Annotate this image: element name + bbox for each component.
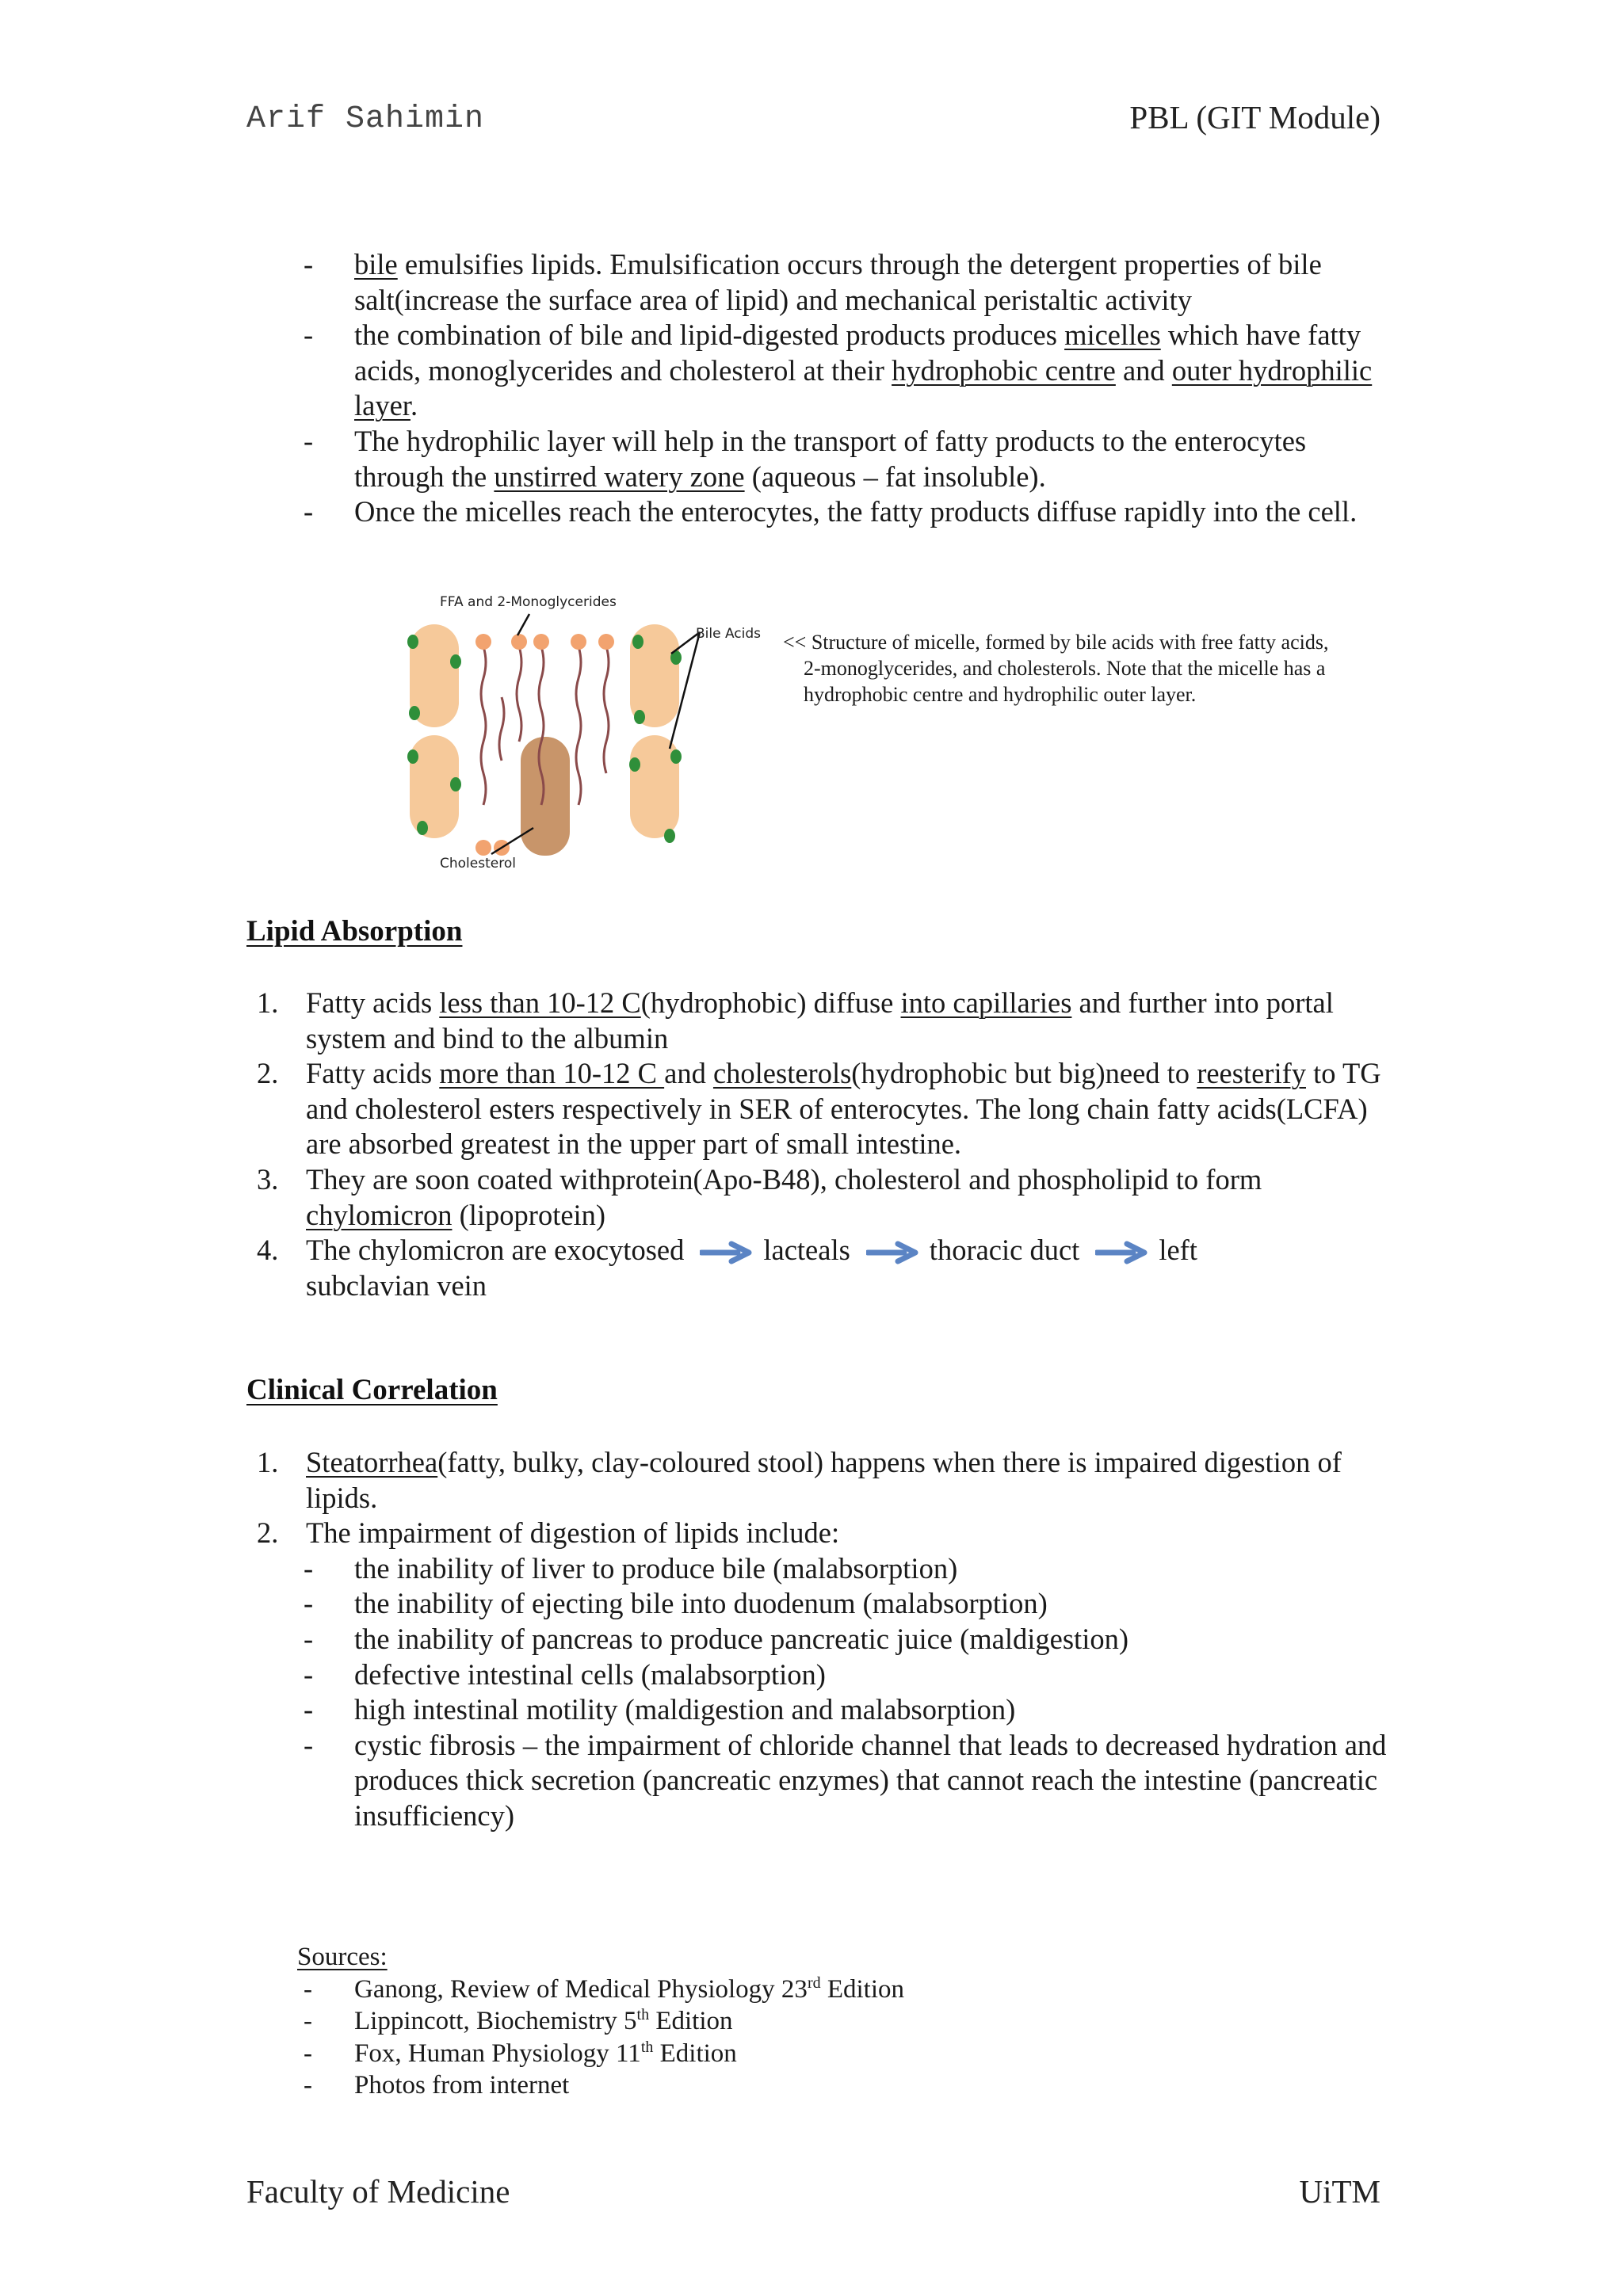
list-item: - Lippincott, Biochemistry 5th Edition <box>304 2005 1327 2038</box>
header-author: Arif Sahimin <box>246 101 485 137</box>
header-module: PBL (GIT Module) <box>1129 99 1381 135</box>
list-item: - defective intestinal cells (malabsorption) <box>304 1657 1396 1693</box>
footer-university: UiTM <box>1299 2173 1381 2210</box>
list-item: 4. The chylomicron are exocytosed lacteals thoracic duct left subclavian vein <box>257 1234 1197 1302</box>
list-item: 2. The impairment of digestion of lipids include: - the inability of liver to produce bile (malabsorption) - the inability of ejecting bile into duodenum (malabsorption) - the inability of pancreas to produce pancreatic juice (maldigestion) - defective intestinal cells (malabsorption) - high intestinal motility (maldigestion and malabsorption) - cystic fibrosis – the impairment of chloride channel that leads to decreased hydration and produces thick secretion (pancreatic enzymes) that cannot reach the intestine (pancreatic insufficiency) <box>246 1516 1396 1833</box>
list-item: - high intestinal motility (maldigestion and malabsorption) <box>304 1692 1396 1728</box>
micelle-diagram <box>400 586 773 879</box>
sources-title: Sources: <box>297 1943 388 1971</box>
list-item: 2. Fatty acids more than 10-12 C and cholesterols(hydrophobic but big)need to reesterify to TG and cholesterol esters respectively in SER of enterocytes. The long chain fatty acids(LCFA) are absorbed greatest in the upper part of small intestine. <box>257 1057 1381 1161</box>
list-item: - Fox, Human Physiology 11th Edition <box>304 2038 1327 2070</box>
list-item: - the inability of pancreas to produce pancreatic juice (maldigestion) <box>304 1622 1396 1657</box>
clinical-list <box>246 1445 1396 1834</box>
list-item: - the inability of liver to produce bile (malabsorption) <box>304 1551 1396 1587</box>
label-cholesterol: Cholesterol <box>440 856 516 871</box>
sources <box>297 1941 1327 2102</box>
arrow-right-icon <box>1095 1241 1148 1264</box>
sources-list <box>304 1974 1327 2102</box>
label-bile-acids: Bile Acids <box>696 626 762 642</box>
intro-list <box>304 247 1397 530</box>
list-item: - Ganong, Review of Medical Physiology 23rd Edition <box>304 1974 1327 2006</box>
list-item: - Photos from internet <box>304 2069 1327 2102</box>
list-item: 1. Steatorrhea(fatty, bulky, clay-coloured stool) happens when there is impaired digestion of lipids. <box>257 1446 1342 1514</box>
impairment-sublist <box>246 1551 1396 1834</box>
lipid-absorption-list <box>246 986 1396 1303</box>
list-item: - the combination of bile and lipid-digested products produces micelles which have fatty acids, monoglycerides and cholesterol at their hydrophobic centre and outer hydrophilic layer. <box>304 318 1397 424</box>
list-item: - cystic fibrosis – the impairment of chloride channel that leads to decreased hydration and produces thick secretion (pancreatic enzymes) that cannot reach the intestine (pancreatic insufficiency) <box>304 1728 1396 1834</box>
list-item: - the inability of ejecting bile into duodenum (malabsorption) <box>304 1586 1396 1622</box>
list-item: - bile emulsifies lipids. Emulsification occurs through the detergent properties of bile salt(increase the surface area of lipid) and mechanical peristaltic activity <box>304 247 1397 318</box>
list-item: - Once the micelles reach the enterocytes, the fatty products diffuse rapidly into the cell. <box>304 494 1397 530</box>
arrow-right-icon <box>700 1241 752 1264</box>
list-item: 3. They are soon coated withprotein(Apo-B48), cholesterol and phospholipid to form chylomicron (lipoprotein) <box>257 1162 1262 1231</box>
section-title-lipid-absorption: Lipid Absorption <box>246 915 463 948</box>
section-title-clinical-correlation: Clinical Correlation <box>246 1374 498 1406</box>
footer-faculty: Faculty of Medicine <box>246 2173 510 2210</box>
list-item: - The hydrophilic layer will help in the transport of fatty products to the enterocytes through the unstirred watery zone (aqueous – fat insoluble). <box>304 424 1397 494</box>
arrow-right-icon <box>866 1241 918 1264</box>
figure-caption: << Structure of micelle, formed by bile acids with free fatty acids, 2-monoglycerides, and cholesterols. Note that the micelle has a hydrophobic centre and hydrophilic outer layer. <box>783 631 1329 706</box>
list-item: 1. Fatty acids less than 10-12 C(hydrophobic) diffuse into capillaries and further into portal system and bind to the albumin <box>257 986 1334 1055</box>
label-ffa: FFA and 2-Monoglycerides <box>440 594 617 610</box>
cholesterol-shape <box>521 737 570 856</box>
